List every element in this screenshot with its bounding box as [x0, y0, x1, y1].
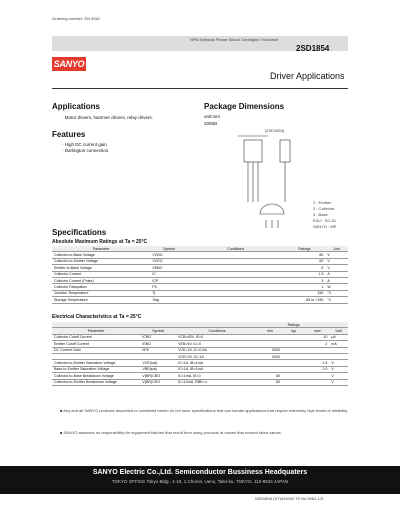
col-header: Parameter: [52, 328, 140, 334]
pin-label: 2 : Collector: [313, 206, 335, 211]
cell: VCE(sat): [140, 360, 176, 366]
cell: ICP: [150, 277, 188, 283]
cell: Collector-to-Emitter Saturation Voltage: [52, 360, 140, 366]
col-header: Parameter: [52, 246, 150, 252]
abs-max-title: Absolute Maximum Ratings at Ta = 25°C: [52, 239, 148, 245]
cell: VBE(sat): [140, 366, 176, 372]
title-rule: [52, 88, 348, 89]
package-code: 2006D: [204, 121, 218, 126]
specifications-heading: Specifications: [52, 228, 107, 237]
cell: V: [325, 265, 348, 271]
col-header: Symbol: [150, 246, 188, 252]
cell: 80: [284, 252, 326, 258]
cell: Collector-to-Base Voltage: [52, 252, 150, 258]
features-heading: Features: [52, 130, 86, 139]
cell: Collector Dissipation: [52, 284, 150, 290]
applications-text: · Motor drivers, hammer drivers, relay drivers.: [62, 115, 154, 120]
cell: IEBO: [140, 341, 176, 347]
cell: 150: [284, 290, 326, 296]
cell: [188, 297, 284, 303]
cell: V: [329, 379, 348, 385]
cell: VCE=2V, IC=1A: [176, 353, 258, 359]
page-title: Driver Applications: [270, 71, 345, 81]
sanyo-package-label: SANYO : MP: [313, 224, 337, 229]
cell: Collector-to-Base Breakdown Voltage: [52, 373, 140, 379]
cell: V: [325, 252, 348, 258]
cell: 60: [258, 379, 282, 385]
cell: VEB=5V, IC=0: [176, 341, 258, 347]
col-header: Unit: [329, 328, 348, 334]
cell: W: [325, 284, 348, 290]
cell: Storage Temperature: [52, 297, 150, 303]
ratings-header: Ratings: [258, 322, 329, 328]
col-header: min: [258, 328, 282, 334]
cell: Collector Cutoff Current: [52, 334, 140, 340]
cell: A: [325, 271, 348, 277]
cell: IC=1mA, IE=0: [176, 373, 258, 379]
cell: 60: [284, 258, 326, 264]
feature-item: · Darlington connection.: [62, 148, 110, 153]
header-subtitle: NPN Epitaxial Planar Silicon Darlington Transistor: [190, 37, 279, 42]
cell: Emitter-to-Base Voltage: [52, 265, 150, 271]
cell: V: [325, 258, 348, 264]
cell: VEBO: [150, 265, 188, 271]
col-header: Ratings: [284, 246, 326, 252]
col-header: max: [306, 328, 330, 334]
cell: [282, 379, 306, 385]
cell: IC=1A, IB=1mA: [176, 366, 258, 372]
cell: 80: [258, 373, 282, 379]
cell: V(BR)CEO: [140, 379, 176, 385]
cell: 6: [284, 265, 326, 271]
cell: V: [329, 360, 348, 366]
cell: V: [329, 373, 348, 379]
elec-char-title: Electrical Characteristics at Ta = 25°C: [52, 314, 142, 320]
cell: °C: [325, 290, 348, 296]
sanyo-logo: SANYO: [53, 59, 85, 69]
cell: ICBO: [140, 334, 176, 340]
cell: Tstg: [150, 297, 188, 303]
cell: Junction Temperature: [52, 290, 150, 296]
cell: Tj: [150, 290, 188, 296]
col-header: Conditions: [188, 246, 284, 252]
footer-address: TOKYO OFFICE Tokyo Bldg., 1-10, 1 Chome, Ueno, Taito-ku, TOKYO, 110-8534 JAPAN: [111, 479, 289, 484]
cell: V(BR)CBO: [140, 373, 176, 379]
disclaimer-note: ■ Any and all SANYO products described or contained herein do not have specifications that can handle applications that require extremely high levels of reliability.: [60, 408, 349, 413]
cell: mA: [329, 341, 348, 347]
part-number: 2SD1854: [296, 44, 330, 53]
table-row: [52, 297, 348, 303]
cell: Base-to-Emitter Saturation Voltage: [52, 366, 140, 372]
cell: Collector Current: [52, 271, 150, 277]
cell: IC=1A, IB=1mA: [176, 360, 258, 366]
package-model: [2SD1854]: [265, 128, 284, 133]
col-header: typ: [282, 328, 306, 334]
cell: IC=10mA, RBE=∞: [176, 379, 258, 385]
elec-char-table: [52, 322, 348, 386]
cell: 2.0: [306, 366, 330, 372]
cell: Collector Current (Pulse): [52, 277, 150, 283]
cell: VCBO: [150, 252, 188, 258]
cell: Collector-to-Emitter Voltage: [52, 258, 150, 264]
col-header: Unit: [325, 246, 348, 252]
cell: PC: [150, 284, 188, 290]
footer-code: N3098HA (KT)/N1093 TS No.5062-1/3: [255, 496, 324, 501]
eiaj-label: EIAJ : SC-51: [313, 218, 337, 223]
cell: V: [329, 366, 348, 372]
cell: DC Current Gain: [52, 347, 140, 353]
cell: -55 to +150: [284, 297, 326, 303]
cell: A: [325, 277, 348, 283]
cell: IC: [150, 271, 188, 277]
abs-max-table: [52, 246, 348, 304]
applications-heading: Applications: [52, 102, 101, 111]
table-row: [52, 379, 348, 385]
cell: μA: [329, 334, 348, 340]
cell: [306, 379, 330, 385]
col-header: Conditions: [176, 328, 258, 334]
pin-label: 3 : Base: [313, 212, 328, 217]
cell: °C: [325, 297, 348, 303]
ordering-number: Ordering number: EN 5062: [52, 16, 101, 21]
cell: VCB=60V, IE=0: [176, 334, 258, 340]
feature-item: · High DC current gain.: [62, 142, 109, 147]
package-heading: Package Dimensions: [204, 102, 285, 111]
cell: 2: [306, 341, 330, 347]
cell: VCEO: [150, 258, 188, 264]
cell: Emitter Cutoff Current: [52, 341, 140, 347]
footer-company: SANYO Electric Co.,Ltd. Semiconductor Bussiness Headquaters: [92, 469, 308, 476]
cell: 1: [284, 284, 326, 290]
pin-label: 1 : Emitter: [313, 200, 332, 205]
col-header: Symbol: [140, 328, 176, 334]
package-unit: unit:mm: [204, 114, 221, 119]
cell: 2000: [258, 353, 282, 359]
cell: 2000: [258, 347, 282, 353]
cell: 3: [284, 277, 326, 283]
cell: 1.5: [306, 360, 330, 366]
disclaimer-note: ■ SANYO assumes no responsibility for equipment failures that result from using products at values that exceed rated values.: [60, 430, 282, 435]
cell: Collector-to-Emitter Breakdown Voltage: [52, 379, 140, 385]
cell: 10: [306, 334, 330, 340]
cell: hFE: [140, 347, 176, 353]
cell: VCE=2V, IC=0.5A: [176, 347, 258, 353]
cell: 1.5: [284, 271, 326, 277]
